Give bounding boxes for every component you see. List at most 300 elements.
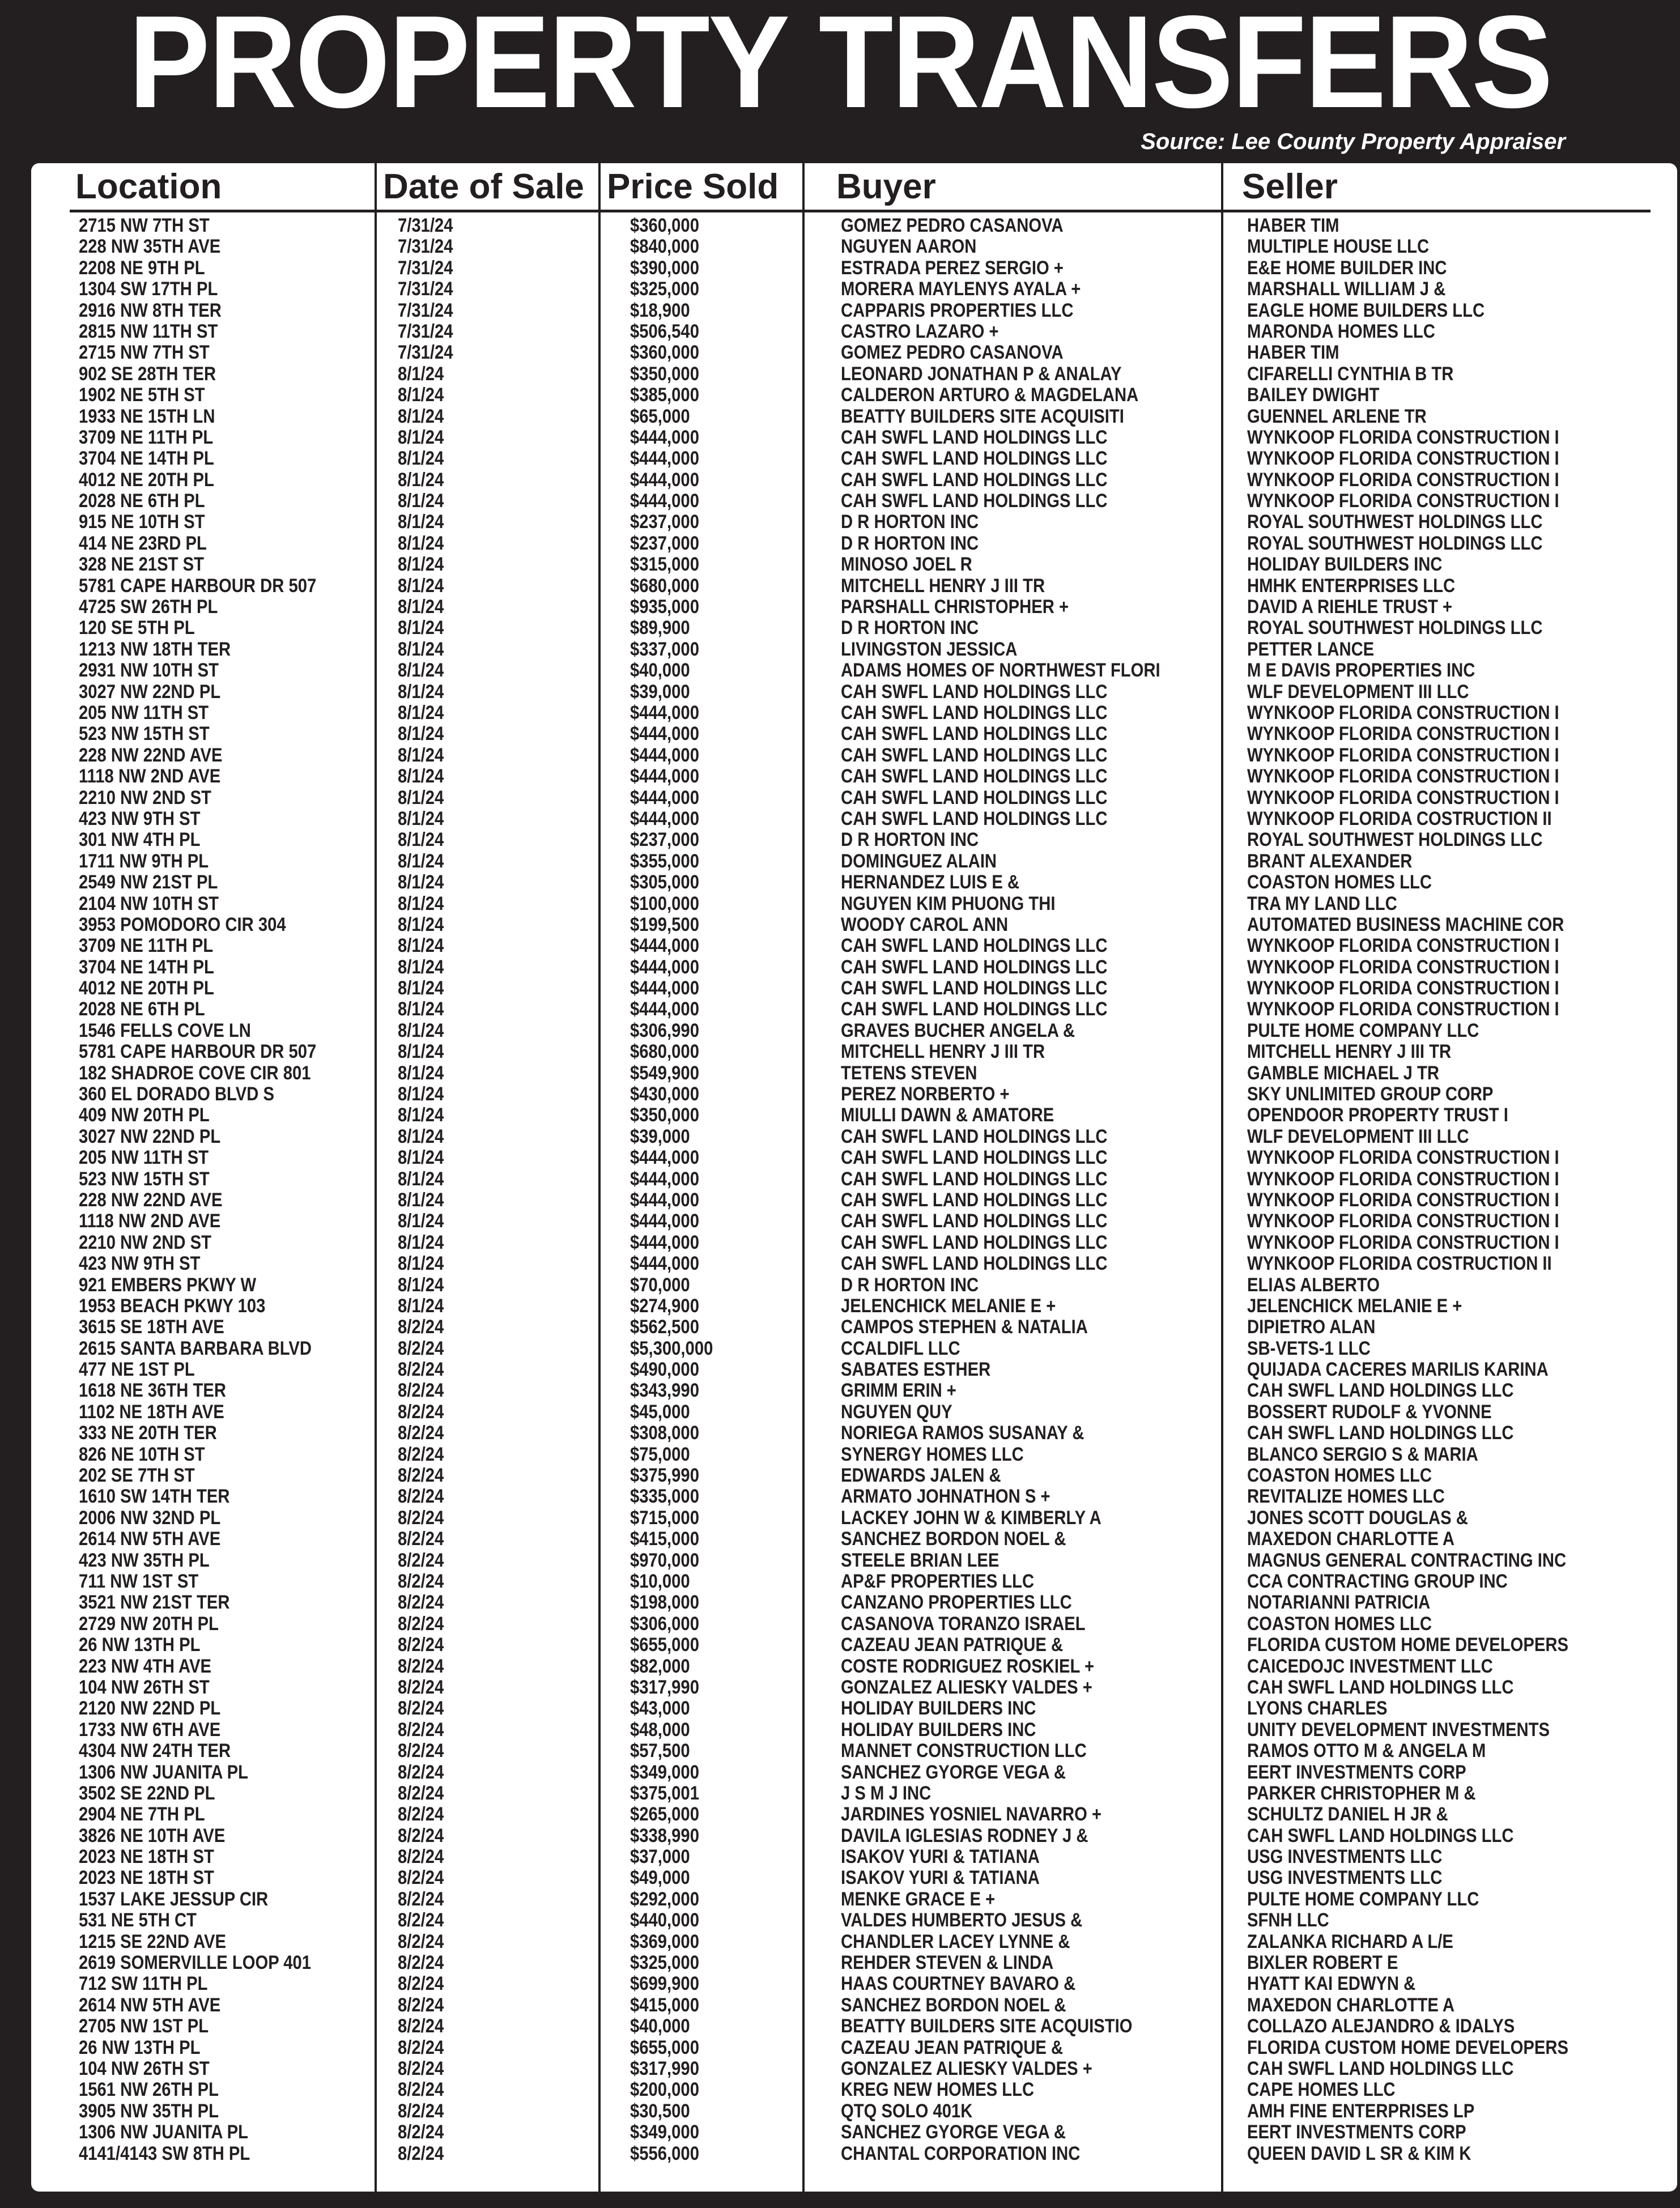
seller-cell: AMH FINE ENTERPRISES LP: [1247, 2100, 1475, 2122]
price-cell: $935,000: [630, 596, 699, 618]
buyer-cell: CAH SWFL LAND HOLDINGS LLC: [841, 1210, 1108, 1232]
buyer-cell: CAH SWFL LAND HOLDINGS LLC: [841, 765, 1108, 788]
table-row: [31, 1973, 1677, 1994]
date-cell: 7/31/24: [398, 342, 453, 364]
date-cell: 8/1/24: [398, 998, 444, 1020]
buyer-cell: GOMEZ PEDRO CASANOVA: [841, 215, 1064, 236]
buyer-cell: MANNET CONSTRUCTION LLC: [841, 1740, 1087, 1762]
location-cell: 301 NW 4TH PL: [79, 829, 201, 851]
seller-cell: WYNKOOP FLORIDA COSTRUCTION II: [1247, 807, 1552, 829]
seller-cell: DAVID A RIEHLE TRUST +: [1247, 596, 1453, 618]
seller-cell: ROYAL SOUTHWEST HOLDINGS LLC: [1247, 829, 1543, 851]
buyer-cell: CAH SWFL LAND HOLDINGS LLC: [841, 744, 1108, 766]
table-row: [31, 829, 1677, 850]
price-cell: $349,000: [630, 2121, 699, 2143]
date-cell: 7/31/24: [398, 215, 453, 236]
price-cell: $444,000: [630, 1231, 699, 1253]
seller-cell: CAH SWFL LAND HOLDINGS LLC: [1247, 1380, 1514, 1402]
table-row: [31, 1338, 1677, 1359]
location-cell: 4725 SW 26TH PL: [79, 596, 218, 618]
seller-cell: WLF DEVELOPMENT III LLC: [1247, 680, 1469, 703]
buyer-cell: D R HORTON INC: [841, 829, 979, 851]
location-cell: 2715 NW 7TH ST: [79, 215, 210, 236]
date-cell: 8/1/24: [398, 575, 444, 597]
price-cell: $265,000: [630, 1803, 699, 1826]
date-cell: 8/1/24: [398, 1041, 444, 1063]
table-row: [31, 1359, 1677, 1380]
buyer-cell: MITCHELL HENRY J III TR: [841, 1041, 1045, 1063]
seller-cell: NOTARIANNI PATRICIA: [1247, 1592, 1431, 1614]
price-cell: $444,000: [630, 1253, 699, 1275]
location-cell: 223 NW 4TH AVE: [79, 1655, 211, 1677]
seller-cell: CAH SWFL LAND HOLDINGS LLC: [1247, 1422, 1514, 1444]
buyer-cell: CAH SWFL LAND HOLDINGS LLC: [841, 1168, 1108, 1190]
price-cell: $82,000: [630, 1655, 690, 1677]
seller-cell: HABER TIM: [1247, 215, 1339, 236]
location-cell: 3905 NW 35TH PL: [79, 2100, 219, 2122]
seller-cell: WYNKOOP FLORIDA CONSTRUCTION I: [1247, 1189, 1559, 1211]
location-cell: 2006 NW 32ND PL: [79, 1507, 221, 1529]
seller-cell: CAH SWFL LAND HOLDINGS LLC: [1247, 2057, 1514, 2079]
table-row: [31, 2016, 1677, 2037]
seller-cell: WYNKOOP FLORIDA CONSTRUCTION I: [1247, 998, 1559, 1020]
price-cell: $30,500: [630, 2100, 690, 2122]
buyer-cell: HERNANDEZ LUIS E &: [841, 871, 1020, 894]
seller-cell: WYNKOOP FLORIDA CONSTRUCTION I: [1247, 490, 1559, 512]
seller-cell: WLF DEVELOPMENT III LLC: [1247, 1125, 1469, 1147]
table-body: [31, 215, 1677, 2164]
date-cell: 8/1/24: [398, 1168, 444, 1190]
location-cell: 3704 NE 14TH PL: [79, 448, 214, 470]
buyer-cell: CAH SWFL LAND HOLDINGS LLC: [841, 956, 1108, 978]
buyer-cell: ESTRADA PEREZ SERGIO +: [841, 257, 1064, 279]
price-cell: $444,000: [630, 977, 699, 999]
price-cell: $337,000: [630, 638, 699, 660]
price-cell: $699,900: [630, 1973, 699, 1995]
table-row: [31, 342, 1677, 363]
date-cell: 8/2/24: [398, 1952, 444, 1974]
buyer-cell: CAZEAU JEAN PATRIQUE &: [841, 2036, 1064, 2058]
date-cell: 7/31/24: [398, 257, 453, 279]
seller-cell: DIPIETRO ALAN: [1247, 1316, 1376, 1338]
seller-cell: UNITY DEVELOPMENT INVESTMENTS: [1247, 1718, 1550, 1741]
price-cell: $444,000: [630, 1168, 699, 1190]
buyer-cell: ADAMS HOMES OF NORTHWEST FLORI: [841, 660, 1160, 682]
seller-cell: MAXEDON CHARLOTTE A: [1247, 1528, 1455, 1550]
date-cell: 8/1/24: [398, 1274, 444, 1296]
buyer-cell: EDWARDS JALEN &: [841, 1465, 1001, 1487]
table-row: [31, 364, 1677, 385]
location-cell: 1537 LAKE JESSUP CIR: [79, 1888, 269, 1910]
buyer-cell: GONZALEZ ALIESKY VALDES +: [841, 1676, 1092, 1698]
table-row: [31, 1041, 1677, 1062]
price-cell: $274,900: [630, 1295, 699, 1317]
seller-cell: MITCHELL HENRY J III TR: [1247, 1041, 1452, 1063]
date-cell: 8/1/24: [398, 532, 444, 554]
buyer-cell: MIULLI DAWN & AMATORE: [841, 1104, 1054, 1126]
price-cell: $390,000: [630, 257, 699, 279]
price-cell: $237,000: [630, 511, 699, 533]
price-cell: $444,000: [630, 448, 699, 470]
price-cell: $444,000: [630, 1189, 699, 1211]
price-cell: $430,000: [630, 1083, 699, 1105]
table-row: [31, 448, 1677, 469]
buyer-cell: KREG NEW HOMES LLC: [841, 2079, 1035, 2101]
location-cell: 3704 NE 14TH PL: [79, 956, 214, 978]
price-cell: $444,000: [630, 786, 699, 809]
location-cell: 2210 NW 2ND ST: [79, 1231, 212, 1253]
seller-cell: SCHULTZ DANIEL H JR &: [1247, 1803, 1448, 1826]
seller-cell: WYNKOOP FLORIDA CONSTRUCTION I: [1247, 765, 1559, 788]
location-cell: 2208 NE 9TH PL: [79, 257, 205, 279]
date-cell: 8/2/24: [398, 1359, 444, 1381]
buyer-cell: GRIMM ERIN +: [841, 1380, 956, 1402]
location-cell: 228 NW 35TH AVE: [79, 236, 221, 258]
buyer-cell: MITCHELL HENRY J III TR: [841, 575, 1045, 597]
price-cell: $325,000: [630, 278, 699, 300]
date-cell: 8/2/24: [398, 1698, 444, 1720]
date-cell: 8/1/24: [398, 744, 444, 766]
location-cell: 1306 NW JUANITA PL: [79, 1761, 248, 1783]
date-cell: 8/2/24: [398, 1316, 444, 1338]
seller-cell: AUTOMATED BUSINESS MACHINE COR: [1247, 913, 1564, 935]
price-cell: $715,000: [630, 1507, 699, 1529]
seller-cell: BAILEY DWIGHT: [1247, 384, 1380, 406]
price-cell: $369,000: [630, 1930, 699, 1952]
price-cell: $49,000: [630, 1867, 690, 1889]
price-cell: $338,990: [630, 1824, 699, 1847]
location-cell: 711 NW 1ST ST: [79, 1571, 199, 1592]
date-cell: 8/1/24: [398, 1295, 444, 1317]
date-cell: 8/1/24: [398, 1125, 444, 1147]
date-cell: 8/2/24: [398, 1994, 444, 2016]
location-cell: 1902 NE 5TH ST: [79, 384, 205, 406]
column-header-buyer: Buyer: [836, 167, 936, 206]
location-cell: 4012 NE 20TH PL: [79, 977, 214, 999]
location-cell: 1733 NW 6TH AVE: [79, 1718, 221, 1741]
date-cell: 8/1/24: [398, 1253, 444, 1275]
seller-cell: CAICEDOJC INVESTMENT LLC: [1247, 1655, 1493, 1677]
table-row: [31, 1656, 1677, 1677]
table-row: [31, 385, 1677, 406]
date-cell: 8/2/24: [398, 2121, 444, 2143]
table-row: [31, 470, 1677, 491]
buyer-cell: CAH SWFL LAND HOLDINGS LLC: [841, 723, 1108, 745]
location-cell: 1953 BEACH PKWY 103: [79, 1295, 266, 1317]
buyer-cell: HAAS COURTNEY BAVARO &: [841, 1973, 1076, 1995]
date-cell: 8/2/24: [398, 1930, 444, 1952]
table-row: [31, 1105, 1677, 1126]
table-row: [31, 533, 1677, 554]
location-cell: 4304 NW 24TH TER: [79, 1740, 231, 1762]
location-cell: 902 SE 28TH TER: [79, 363, 216, 385]
location-cell: 1561 NW 26TH PL: [79, 2079, 219, 2101]
buyer-cell: CAH SWFL LAND HOLDINGS LLC: [841, 1189, 1108, 1211]
location-cell: 915 NE 10TH ST: [79, 511, 205, 533]
price-cell: $335,000: [630, 1486, 699, 1508]
location-cell: 3521 NW 21ST TER: [79, 1592, 230, 1614]
date-cell: 8/1/24: [398, 1147, 444, 1169]
price-cell: $385,000: [630, 384, 699, 406]
table-row: [31, 236, 1677, 257]
buyer-cell: CAH SWFL LAND HOLDINGS LLC: [841, 448, 1108, 470]
buyer-cell: NGUYEN QUY: [841, 1401, 952, 1423]
date-cell: 8/1/24: [398, 723, 444, 745]
buyer-cell: CAH SWFL LAND HOLDINGS LLC: [841, 977, 1108, 999]
price-cell: $562,500: [630, 1316, 699, 1338]
price-cell: $444,000: [630, 426, 699, 448]
buyer-cell: NGUYEN KIM PHUONG THI: [841, 892, 1056, 914]
date-cell: 8/2/24: [398, 1443, 444, 1465]
table-row: [31, 1741, 1677, 1762]
table-row: [31, 1867, 1677, 1888]
table-row: [31, 682, 1677, 703]
buyer-cell: PEREZ NORBERTO +: [841, 1083, 1010, 1105]
table-row: [31, 1380, 1677, 1401]
buyer-cell: SYNERGY HOMES LLC: [841, 1443, 1024, 1465]
location-cell: 2614 NW 5TH AVE: [79, 1528, 221, 1550]
seller-cell: BLANCO SERGIO S & MARIA: [1247, 1443, 1478, 1465]
date-cell: 8/1/24: [398, 596, 444, 618]
price-cell: $325,000: [630, 1952, 699, 1974]
price-cell: $840,000: [630, 236, 699, 258]
location-cell: 523 NW 15TH ST: [79, 723, 210, 745]
location-cell: 4012 NE 20TH PL: [79, 469, 214, 491]
date-cell: 8/1/24: [398, 680, 444, 703]
date-cell: 8/1/24: [398, 1189, 444, 1211]
buyer-cell: CAMPOS STEPHEN & NATALIA: [841, 1316, 1088, 1338]
seller-cell: MAGNUS GENERAL CONTRACTING INC: [1247, 1549, 1567, 1571]
seller-cell: ELIAS ALBERTO: [1247, 1274, 1380, 1296]
seller-cell: ROYAL SOUTHWEST HOLDINGS LLC: [1247, 511, 1543, 533]
price-cell: $444,000: [630, 998, 699, 1020]
date-cell: 8/1/24: [398, 511, 444, 533]
price-cell: $556,000: [630, 2142, 699, 2164]
table-row: [31, 1084, 1677, 1105]
date-cell: 8/2/24: [398, 1846, 444, 1868]
date-cell: 8/2/24: [398, 1676, 444, 1698]
price-cell: $415,000: [630, 1528, 699, 1550]
price-cell: $305,000: [630, 871, 699, 894]
location-cell: 2904 NE 7TH PL: [79, 1803, 205, 1826]
buyer-cell: CAH SWFL LAND HOLDINGS LLC: [841, 1231, 1108, 1253]
buyer-cell: BEATTY BUILDERS SITE ACQUISITI: [841, 405, 1124, 427]
table-row: [31, 766, 1677, 787]
price-cell: $375,990: [630, 1465, 699, 1487]
table-row: [31, 1232, 1677, 1253]
buyer-cell: CCALDIFL LLC: [841, 1337, 960, 1359]
table-row: [31, 1147, 1677, 1168]
date-cell: 8/1/24: [398, 426, 444, 448]
buyer-cell: CAH SWFL LAND HOLDINGS LLC: [841, 490, 1108, 512]
price-cell: $237,000: [630, 532, 699, 554]
column-header-price: Price Sold: [607, 167, 779, 206]
table-row: [31, 978, 1677, 999]
seller-cell: EERT INVESTMENTS CORP: [1247, 2121, 1466, 2143]
table-row: [31, 1635, 1677, 1656]
buyer-cell: GRAVES BUCHER ANGELA &: [841, 1019, 1075, 1041]
seller-cell: WYNKOOP FLORIDA CONSTRUCTION I: [1247, 977, 1559, 999]
table-row: [31, 1592, 1677, 1613]
price-cell: $444,000: [630, 469, 699, 491]
location-cell: 2931 NW 10TH ST: [79, 660, 219, 682]
buyer-cell: PARSHALL CHRISTOPHER +: [841, 596, 1069, 618]
seller-cell: WYNKOOP FLORIDA CONSTRUCTION I: [1247, 935, 1559, 957]
price-cell: $5,300,000: [630, 1337, 713, 1359]
price-cell: $360,000: [630, 342, 699, 364]
date-cell: 8/1/24: [398, 1019, 444, 1041]
location-cell: 1711 NW 9TH PL: [79, 850, 209, 872]
location-cell: 5781 CAPE HARBOUR DR 507: [79, 1041, 317, 1063]
location-cell: 531 NE 5TH CT: [79, 1909, 197, 1932]
buyer-cell: SABATES ESTHER: [841, 1359, 991, 1381]
buyer-cell: VALDES HUMBERTO JESUS &: [841, 1909, 1083, 1932]
table-row: [31, 1211, 1677, 1232]
transfers-table: [31, 163, 1677, 2192]
date-cell: 8/2/24: [398, 1803, 444, 1826]
table-row: [31, 1423, 1677, 1444]
buyer-cell: HOLIDAY BUILDERS INC: [841, 1698, 1036, 1720]
date-cell: 8/1/24: [398, 956, 444, 978]
price-cell: $317,990: [630, 1676, 699, 1698]
table-row: [31, 1826, 1677, 1847]
date-cell: 8/2/24: [398, 1867, 444, 1889]
seller-cell: JONES SCOTT DOUGLAS &: [1247, 1507, 1468, 1529]
table-row: [31, 1253, 1677, 1274]
price-cell: $317,990: [630, 2057, 699, 2079]
location-cell: 104 NW 26TH ST: [79, 2057, 210, 2079]
buyer-cell: J S M J INC: [841, 1782, 932, 1804]
date-cell: 8/2/24: [398, 1380, 444, 1402]
table-row: [31, 1296, 1677, 1317]
date-cell: 8/1/24: [398, 1104, 444, 1126]
seller-cell: E&E HOME BUILDER INC: [1247, 257, 1447, 279]
location-cell: 2023 NE 18TH ST: [79, 1867, 214, 1889]
price-cell: $306,990: [630, 1019, 699, 1041]
price-cell: $349,000: [630, 1761, 699, 1783]
seller-cell: QUIJADA CACERES MARILIS KARINA: [1247, 1359, 1549, 1381]
seller-cell: EAGLE HOME BUILDERS LLC: [1247, 299, 1485, 321]
table-row: [31, 1275, 1677, 1296]
table-row: [31, 427, 1677, 448]
price-cell: $655,000: [630, 1634, 699, 1656]
seller-cell: WYNKOOP FLORIDA CONSTRUCTION I: [1247, 723, 1559, 745]
price-cell: $343,990: [630, 1380, 699, 1402]
location-cell: 3709 NE 11TH PL: [79, 426, 214, 448]
date-cell: 8/2/24: [398, 1422, 444, 1444]
seller-cell: WYNKOOP FLORIDA CONSTRUCTION I: [1247, 448, 1559, 470]
date-cell: 8/1/24: [398, 1062, 444, 1084]
table-row: [31, 597, 1677, 618]
price-cell: $75,000: [630, 1443, 690, 1465]
seller-cell: M E DAVIS PROPERTIES INC: [1247, 660, 1475, 682]
date-cell: 8/2/24: [398, 1507, 444, 1529]
buyer-cell: CASTRO LAZARO +: [841, 320, 999, 342]
buyer-cell: CHANTAL CORPORATION INC: [841, 2142, 1081, 2164]
location-cell: 3027 NW 22ND PL: [79, 1125, 221, 1147]
table-row: [31, 1614, 1677, 1635]
location-cell: 3502 SE 22ND PL: [79, 1782, 215, 1804]
date-cell: 8/1/24: [398, 701, 444, 724]
table-row: [31, 618, 1677, 639]
location-cell: 921 EMBERS PKWY W: [79, 1274, 257, 1296]
location-cell: 409 NW 20TH PL: [79, 1104, 210, 1126]
price-cell: $506,540: [630, 320, 699, 342]
price-cell: $970,000: [630, 1549, 699, 1571]
date-cell: 8/1/24: [398, 829, 444, 851]
buyer-cell: CAH SWFL LAND HOLDINGS LLC: [841, 1125, 1108, 1147]
price-cell: $350,000: [630, 1104, 699, 1126]
date-cell: 8/2/24: [398, 1465, 444, 1487]
date-cell: 8/2/24: [398, 1528, 444, 1550]
table-row: [31, 1317, 1677, 1338]
location-cell: 826 NE 10TH ST: [79, 1443, 205, 1465]
table-row: [31, 406, 1677, 427]
table-row: [31, 2079, 1677, 2100]
price-cell: $444,000: [630, 807, 699, 829]
location-cell: 423 NW 35TH PL: [79, 1549, 210, 1571]
seller-cell: WYNKOOP FLORIDA CONSTRUCTION I: [1247, 1168, 1559, 1190]
location-cell: 2210 NW 2ND ST: [79, 786, 212, 809]
table-row: [31, 1952, 1677, 1973]
date-cell: 8/2/24: [398, 1337, 444, 1359]
location-cell: 360 EL DORADO BLVD S: [79, 1083, 275, 1105]
table-row: [31, 554, 1677, 575]
seller-cell: ZALANKA RICHARD A L/E: [1247, 1930, 1453, 1952]
date-cell: 8/2/24: [398, 1761, 444, 1783]
price-cell: $444,000: [630, 765, 699, 788]
price-cell: $237,000: [630, 829, 699, 851]
price-cell: $306,000: [630, 1613, 699, 1635]
location-cell: 2614 NW 5TH AVE: [79, 1994, 221, 2016]
date-cell: 8/1/24: [398, 977, 444, 999]
price-cell: $43,000: [630, 1698, 690, 1720]
seller-cell: RAMOS OTTO M & ANGELA M: [1247, 1740, 1486, 1762]
table-row: [31, 851, 1677, 872]
buyer-cell: NORIEGA RAMOS SUSANAY &: [841, 1422, 1084, 1444]
location-cell: 3709 NE 11TH PL: [79, 935, 214, 957]
buyer-cell: CANZANO PROPERTIES LLC: [841, 1592, 1072, 1614]
buyer-cell: CAH SWFL LAND HOLDINGS LLC: [841, 1253, 1108, 1275]
buyer-cell: LACKEY JOHN W & KIMBERLY A: [841, 1507, 1101, 1529]
table-row: [31, 279, 1677, 300]
location-cell: 328 NE 21ST ST: [79, 554, 205, 576]
seller-cell: QUEEN DAVID L SR & KIM K: [1247, 2142, 1471, 2164]
price-cell: $444,000: [630, 723, 699, 745]
buyer-cell: D R HORTON INC: [841, 1274, 979, 1296]
buyer-cell: WOODY CAROL ANN: [841, 913, 1009, 935]
seller-cell: PULTE HOME COMPANY LLC: [1247, 1888, 1479, 1910]
table-row: [31, 724, 1677, 744]
seller-cell: WYNKOOP FLORIDA COSTRUCTION II: [1247, 1253, 1552, 1275]
buyer-cell: CASANOVA TORANZO ISRAEL: [841, 1613, 1086, 1635]
table-row: [31, 1889, 1677, 1910]
seller-cell: BRANT ALEXANDER: [1247, 850, 1413, 872]
date-cell: 8/2/24: [398, 2100, 444, 2122]
location-cell: 1118 NW 2ND AVE: [79, 765, 221, 788]
buyer-cell: NGUYEN AARON: [841, 236, 977, 258]
seller-cell: SB-VETS-1 LLC: [1247, 1337, 1371, 1359]
location-cell: 2705 NW 1ST PL: [79, 2015, 209, 2037]
date-cell: 7/31/24: [398, 236, 453, 258]
date-cell: 8/2/24: [398, 1549, 444, 1571]
buyer-cell: CAH SWFL LAND HOLDINGS LLC: [841, 680, 1108, 703]
column-header-location: Location: [75, 167, 222, 206]
date-cell: 8/1/24: [398, 935, 444, 957]
buyer-cell: D R HORTON INC: [841, 617, 979, 639]
location-cell: 2916 NW 8TH TER: [79, 299, 222, 321]
location-cell: 423 NW 9TH ST: [79, 807, 201, 829]
